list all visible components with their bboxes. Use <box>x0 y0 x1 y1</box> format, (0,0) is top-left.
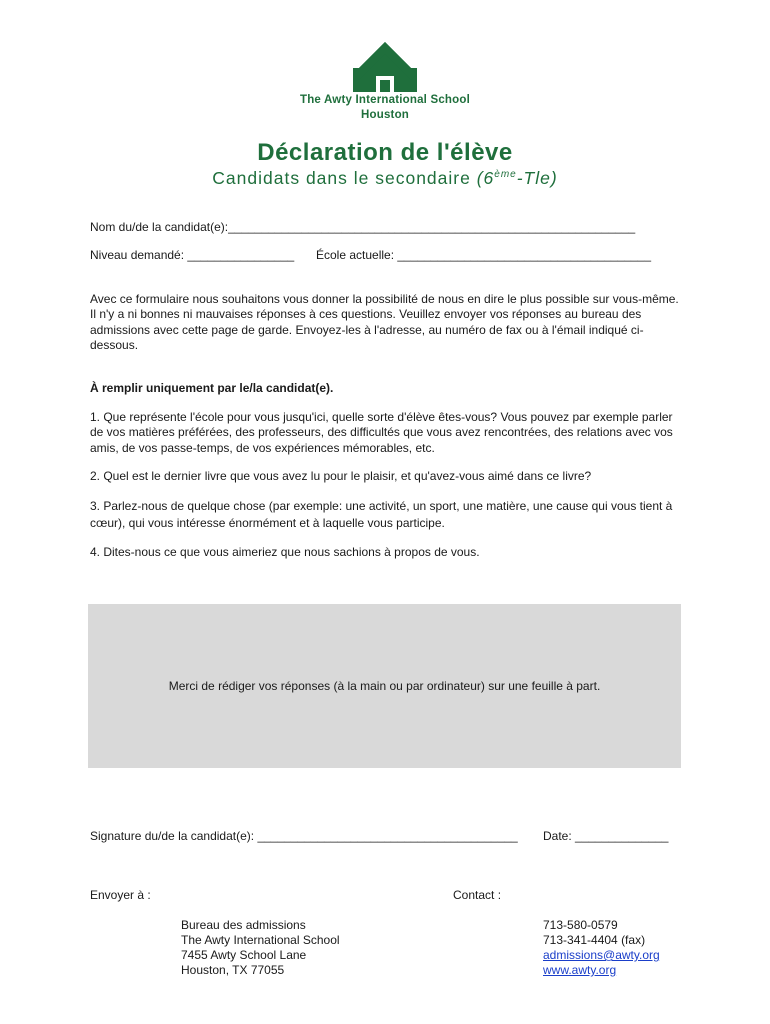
school-logo <box>349 40 421 94</box>
level-field[interactable]: Niveau demandé: ________________ <box>90 248 295 262</box>
question-3: 3. Parlez-nous de quelque chose (par exemple: une activité, un sport, une matière, une cause qui vous tient à cœur), qui vous intéresse énormément et à laquelle vous participe. <box>90 499 673 530</box>
page-title: Déclaration de l'élève <box>257 139 513 166</box>
current-school-field[interactable]: École actuelle: ______________________________________ <box>316 248 651 262</box>
subtitle-text: Candidats dans le secondaire <box>212 168 477 188</box>
subtitle-grade-open: (6 <box>476 168 495 188</box>
contact-label: Contact : <box>453 888 502 902</box>
section-heading: À remplir uniquement par le/la candidat(e). <box>90 381 334 395</box>
intro-paragraph: Avec ce formulaire nous souhaitons vous donner la possibilité de nous en dire le plus possible sur vous-même. Il n'y a ni bonnes ni mauvaises réponses à ces questions. Veuillez envoyer vos réponses au bureau des admissions avec cette page de garde. Envoyez-les à l'adresse, au numéro de fax ou à l'émail indiqué ci-dessous. <box>90 292 679 352</box>
question-2: 2. Quel est le dernier livre que vous avez lu pour le plaisir, et qu'avez-vous aimé dans ce livre? <box>90 469 592 483</box>
mailing-address <box>181 918 340 978</box>
phone-number: 713-580-0579 <box>543 918 618 932</box>
signature-field[interactable]: Signature du/de la candidat(e): _______________________________________ <box>90 829 518 843</box>
question-1: 1. Que représente l'école pour vous jusqu'ici, quelle sorte d'élève êtes-vous? Vous pouvez par exemple parler de vos matières préférées, des professeurs, des difficultés que vous avez rencontrées, des relations avec vos amis, de vos passe-temps, de vos expériences mémorables, etc. <box>90 410 673 455</box>
page-subtitle <box>0 168 770 189</box>
school-city: Houston <box>360 109 410 121</box>
address-line: The Awty International School <box>181 933 340 947</box>
instructions-text: Merci de rédiger vos réponses (à la main ou par ordinateur) sur une feuille à part. <box>168 679 601 693</box>
send-to-label: Envoyer à : <box>90 888 151 902</box>
website-link[interactable]: www.awty.org <box>543 963 617 977</box>
school-name: The Awty International School <box>299 94 470 106</box>
address-line: Houston, TX 77055 <box>181 963 285 977</box>
email-link[interactable]: admissions@awty.org <box>543 948 660 962</box>
date-field[interactable]: Date: ______________ <box>543 829 669 843</box>
question-4: 4. Dites-nous ce que vous aimeriez que nous sachions à propos de vous. <box>90 545 480 559</box>
subtitle-grade-close: -Tle) <box>516 168 558 188</box>
subtitle-grade-sup: ème <box>494 169 517 181</box>
address-line: 7455 Awty School Lane <box>181 948 307 962</box>
address-line: Bureau des admissions <box>181 918 306 932</box>
candidate-name-field[interactable]: Nom du/de la candidat(e):_____________________________________________________________ <box>90 220 636 234</box>
contact-details <box>543 918 660 978</box>
fax-number: 713-341-4404 (fax) <box>543 933 646 947</box>
